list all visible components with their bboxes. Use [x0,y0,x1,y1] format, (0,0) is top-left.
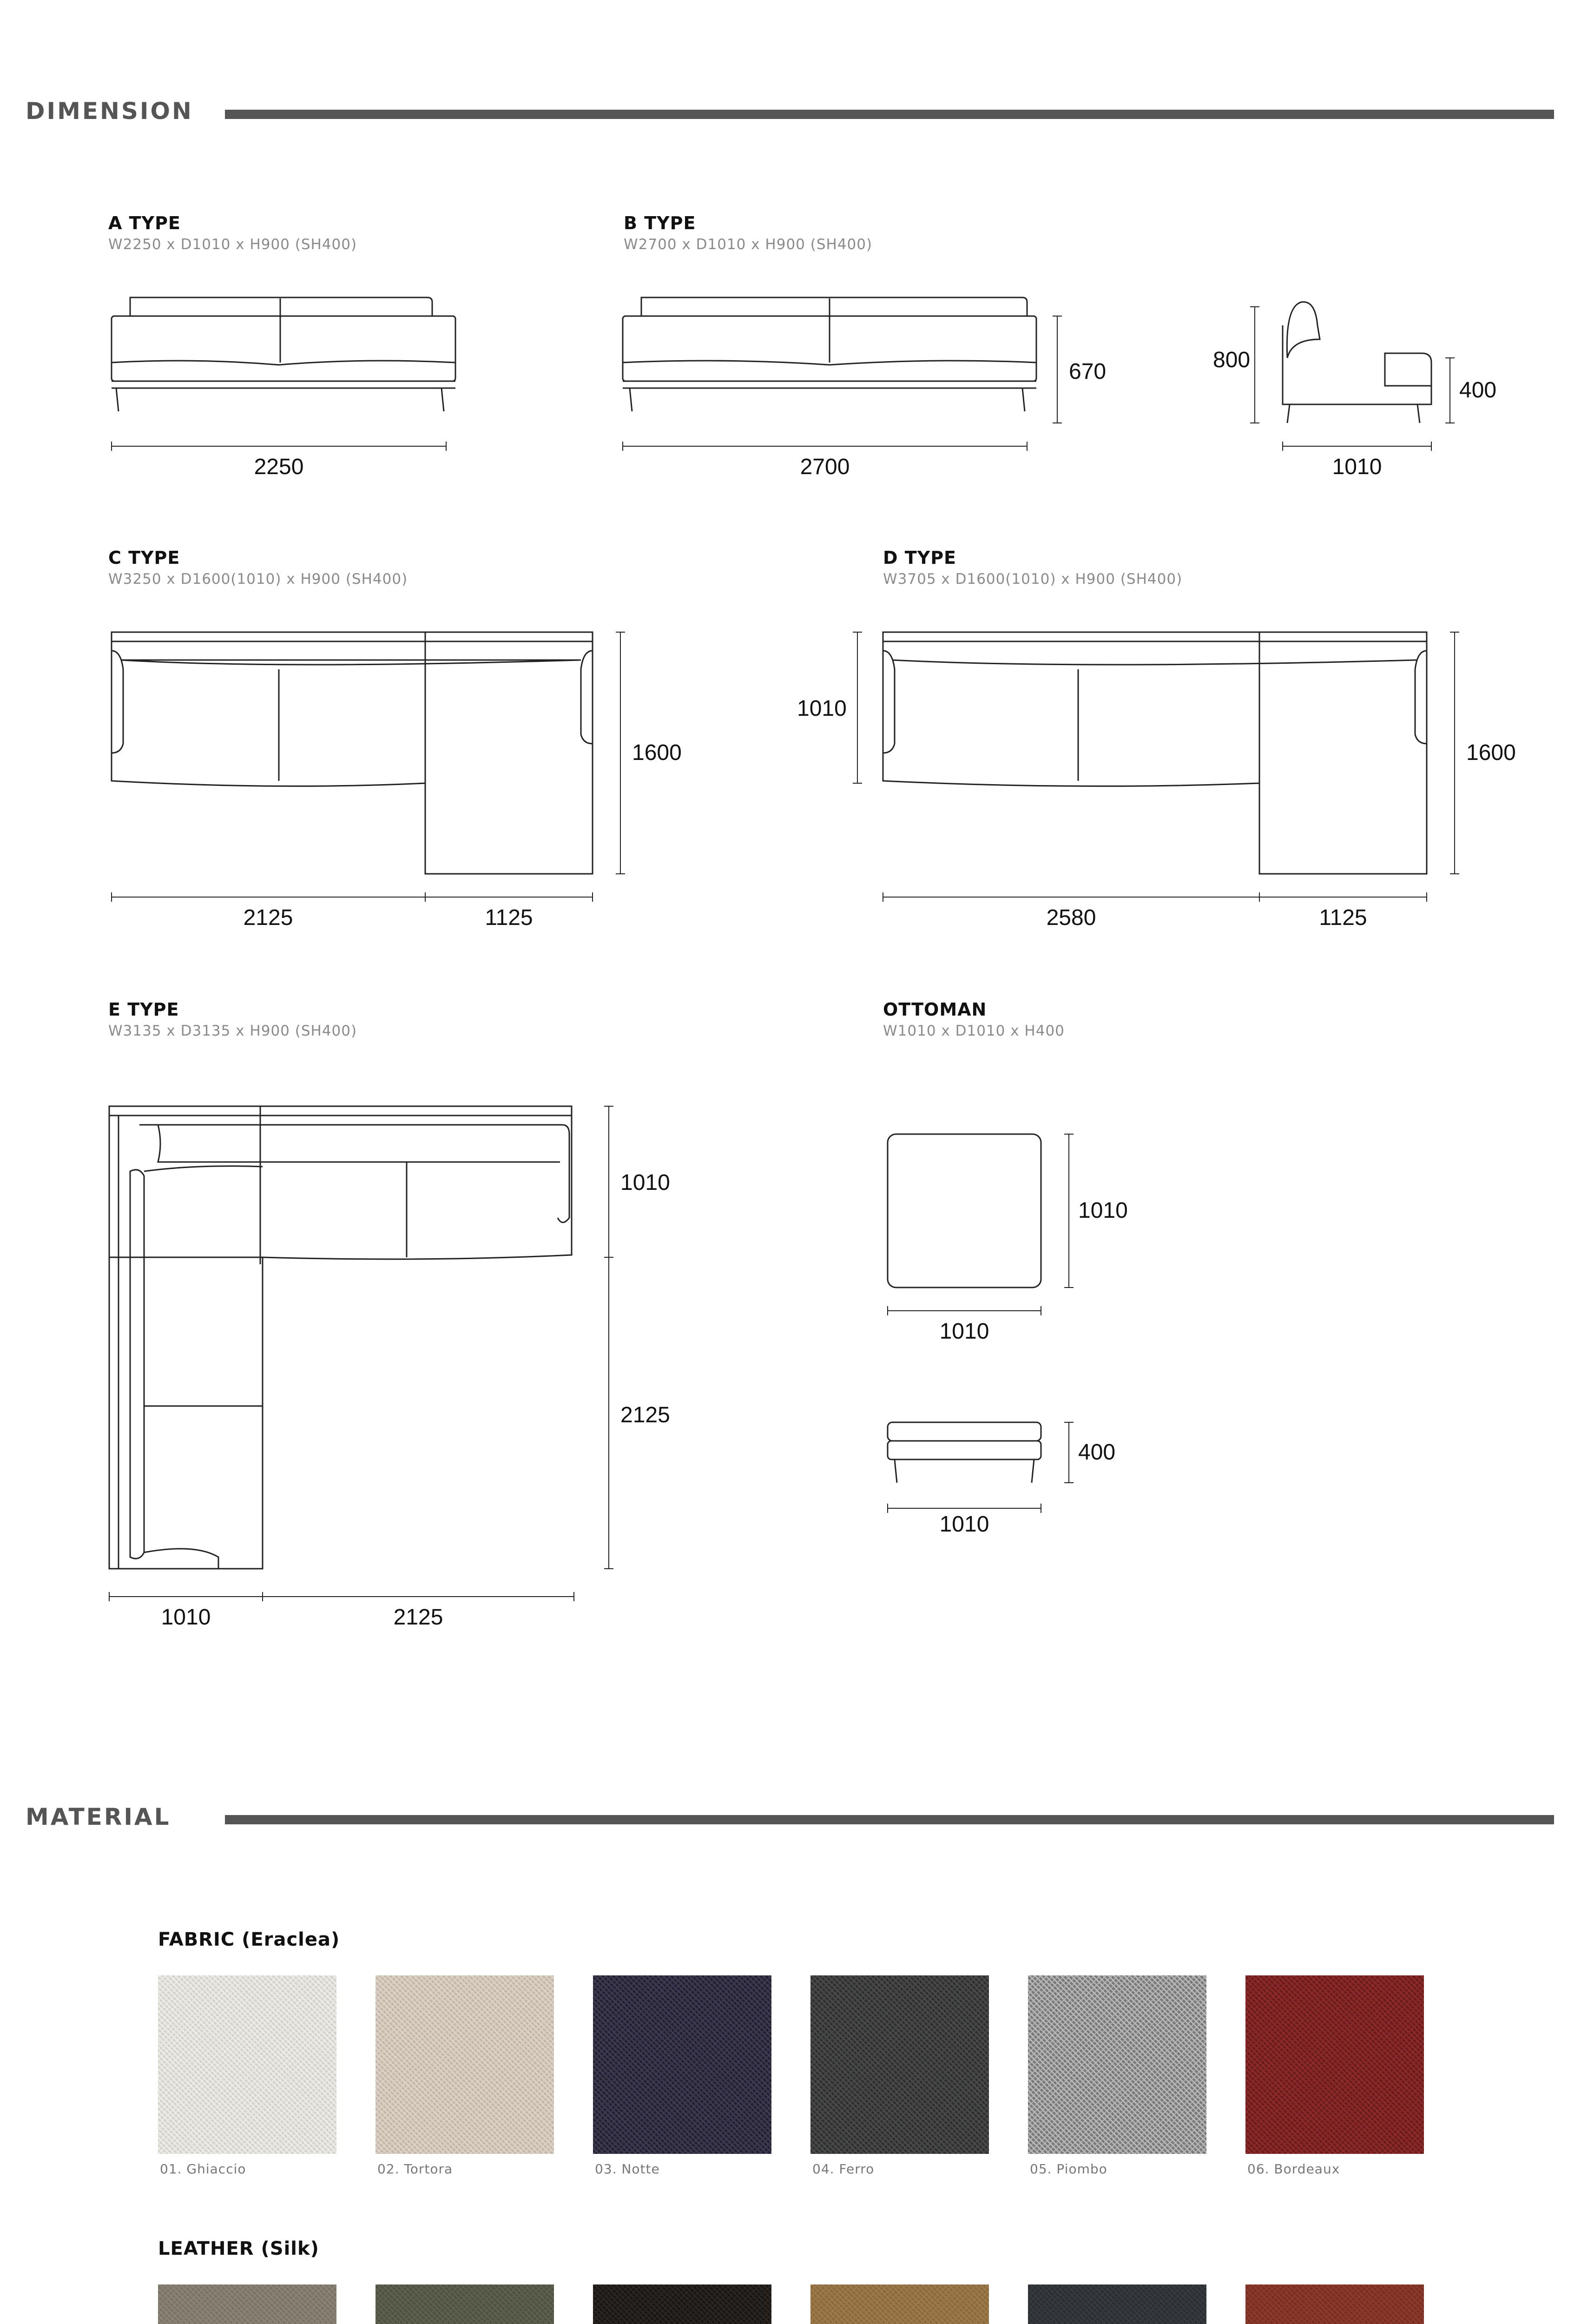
e-type-back-depth-label: 1010 [620,1170,670,1195]
a-type-width-label: 2250 [254,455,304,479]
b-type-name: B TYPE [624,213,696,233]
dimension-rule [225,110,1554,119]
material-swatch-label: 05. Piombo [1030,2161,1107,2177]
ottoman-side-drawing [874,1404,1162,1537]
b-type-height-label: 670 [1069,359,1107,384]
ottoman-width-label: 1010 [939,1319,989,1344]
material-group-title: FABRIC (Eraclea) [158,1929,340,1950]
d-type-spec: W3705 x D1600(1010) x H900 (SH400) [883,571,1183,588]
material-swatch[interactable] [158,2284,336,2324]
c-type-drawing [102,623,753,939]
material-swatch[interactable] [810,1975,989,2154]
material-rule [225,1815,1554,1824]
material-group-title: LEATHER (Silk) [158,2238,319,2259]
d-type-drawing [790,623,1561,939]
material-swatch-label: 01. Ghiaccio [160,2161,246,2177]
c-type-name: C TYPE [108,548,180,568]
c-type-spec: W3250 x D1600(1010) x H900 (SH400) [108,571,408,588]
dimension-title: DIMENSION [26,98,193,125]
e-type-side-length-label: 2125 [620,1403,670,1427]
e-type-spec: W3135 x D3135 x H900 (SH400) [108,1023,357,1039]
material-swatch[interactable] [375,2284,554,2324]
material-swatch[interactable] [1245,1975,1424,2154]
d-type-depth-label: 1600 [1466,740,1516,765]
ottoman-height-label: 400 [1078,1440,1116,1465]
material-swatch-label: 02. Tortora [377,2161,453,2177]
material-swatch[interactable] [1245,2284,1424,2324]
ottoman-spec: W1010 x D1010 x H400 [883,1023,1065,1039]
c-type-seat-width-label: 2125 [243,905,293,930]
material-swatch[interactable] [158,1975,336,2154]
material-swatch[interactable] [593,2284,771,2324]
d-type-back-depth-label: 1010 [797,696,847,721]
material-swatch-label: 06. Bordeaux [1247,2161,1340,2177]
d-type-name: D TYPE [883,548,957,568]
material-title: MATERIAL [26,1803,171,1830]
c-type-chaise-width-label: 1125 [485,905,533,930]
e-type-drawing [102,1097,753,1641]
e-type-seat-width-label: 2125 [393,1605,443,1630]
a-type-name: A TYPE [108,213,181,233]
ottoman-depth-label: 1010 [1078,1198,1128,1223]
material-swatch[interactable] [375,1975,554,2154]
c-type-depth-label: 1600 [632,740,682,765]
b-type-drawing [618,288,1139,483]
material-swatch[interactable] [1028,1975,1206,2154]
side-height-label: 800 [1213,348,1251,372]
b-type-width-label: 2700 [800,455,850,479]
d-type-chaise-width-label: 1125 [1319,905,1367,930]
material-swatch-label: 03. Notte [595,2161,660,2177]
side-depth-label: 1010 [1332,455,1382,479]
a-type-drawing [102,288,465,483]
e-type-corner-width-label: 1010 [161,1605,211,1630]
e-type-name: E TYPE [108,999,179,1020]
d-type-seat-width-label: 2580 [1046,905,1096,930]
ottoman-side-width-label: 1010 [939,1512,989,1537]
material-swatch[interactable] [1028,2284,1206,2324]
a-type-spec: W2250 x D1010 x H900 (SH400) [108,236,357,253]
material-swatch[interactable] [810,2284,989,2324]
b-type-spec: W2700 x D1010 x H900 (SH400) [624,236,873,253]
material-swatch-label: 04. Ferro [812,2161,875,2177]
side-seat-height-label: 400 [1459,378,1497,403]
ottoman-name: OTTOMAN [883,999,987,1020]
side-view-drawing [1199,288,1497,483]
material-swatch[interactable] [593,1975,771,2154]
ottoman-top-drawing [874,1125,1162,1348]
